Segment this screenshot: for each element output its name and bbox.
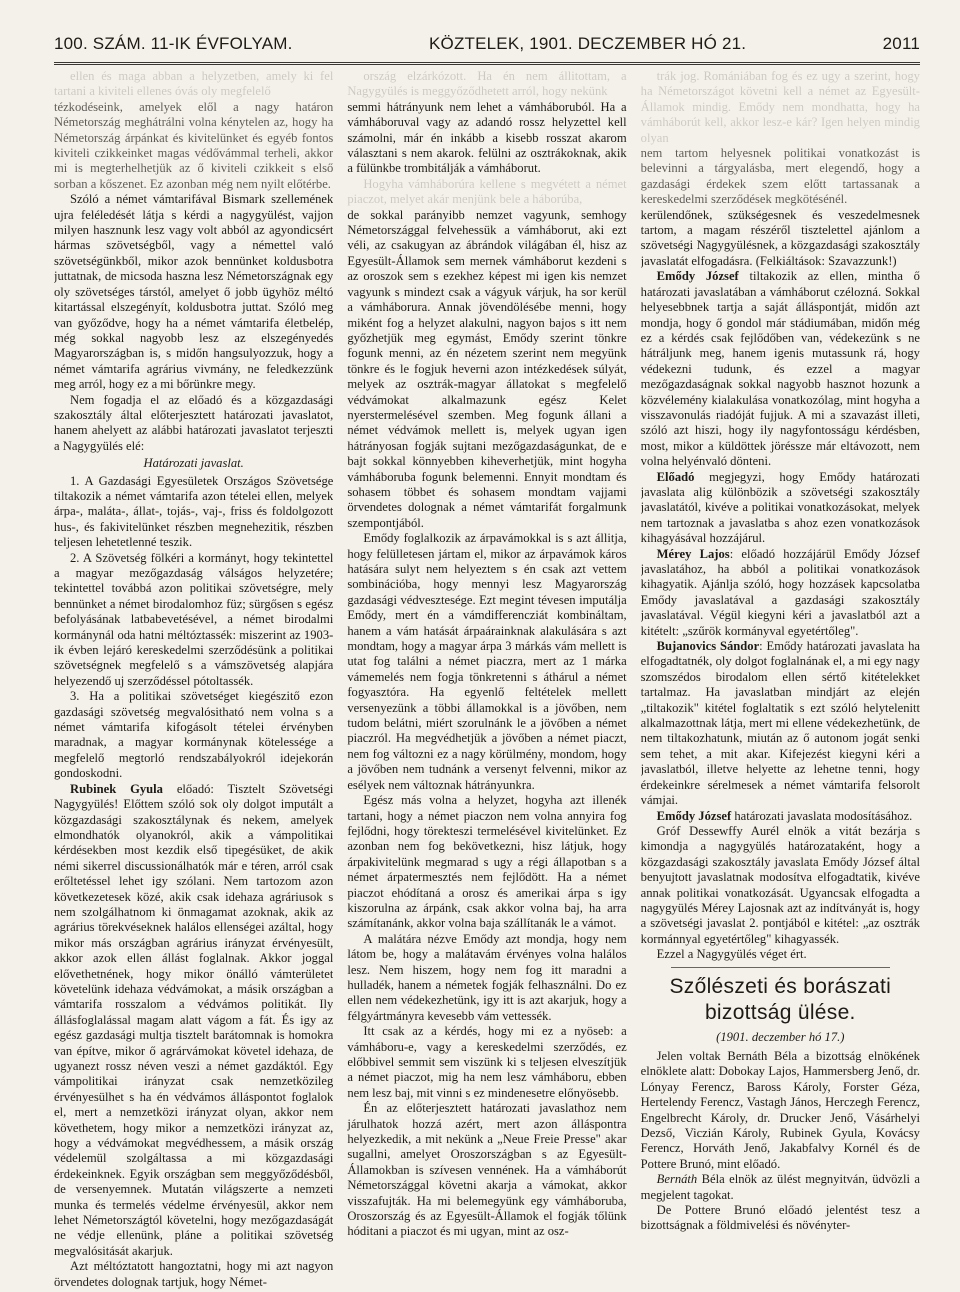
speech: határozati javaslata modosításához. — [734, 808, 913, 823]
paragraph — [641, 470, 920, 547]
paragraph: Emődy foglalkozik az árpavámokkal is s azt állitja, hogy felülletesen jártam el, mikor az árpavámok káros hatására sulyt nem helyeztem s én csak azt vettem sombinációba, hogy mennyi lesz Magyarország gazdasági védvesztesége. Ezt megint tévesen imputálja Emődy, mert én a vámdifferencziát kombináltam, hanem a vám hatását árpaárainknak alakulására s azt mondtam, hogy a magyar árpa 3 márkás vám mellett is utat fog találni a német piaczra, mert az 1 márka vámemelés nem fogja tönkretenni s áthárul a német fogyasztóra. Ha egyenlő feltételek mellett versenyezünk a többi államokkal is a jövőben, nem tudom belátni, miért szorulnánk le a jövőben a német piaczról. Ha megvédhetjük a jövőben a német piaczt, nem fog változni ez a nagy körülmény, mondom, hogy a jövőben nem tudnánk a versenyt felvenni, mikor az esélyek nem változnak hátrányunkra. — [347, 531, 627, 792]
faded-text: trák jog. Romániában fog és ez ugy a szerint, hogy ha Németországot követni kell a német az Egyesült-Államok mindig. Emődy nem mondhatta, hogy ha vámháborút kell, akkor lesz-e kár? Igen helyen mindig olyan — [640, 69, 920, 145]
speaker-name: Emődy József — [656, 269, 739, 284]
paragraph: Egész más volna a helyzet, hogyha azt illenék tartani, hogy a német piaczon nem volna annyira fog fejlődni, hogy törekteszi termelésével kivitelünket. Ez azonban nem fog bekövetkezni, hisz látjuk, hogy árpakivitelünk megmarad s ugy a régi állapotban s a német árpatermesztés nem fejlődött. Ha a német piaczot ehódítaná a orosz és amerikai árpa s igy kiszorulna az árpánk, csak akkor volna baj, ha arra számítanánk, akkor volna baja szállítanák le a vámot. — [347, 793, 627, 931]
section-title: Szőlészeti és borászati bizottság ülése. — [669, 974, 892, 1024]
speaker-name: Rubinek Gyula — [70, 781, 163, 796]
paragraph — [641, 1172, 920, 1203]
faded-text: ország elzárkózott. Ha én nem állitottam, a Nagygyülés is meggyőződhetett arról, hogy nekünk — [347, 69, 627, 99]
paragraph: Itt csak az a kérdés, hogy mi ez a nyöseb: a vámháboru-e, vagy a kereskedelmi szerződés, ez előbbivel semmit sem viszünk ki s teljesen elveszítjük a német piaczot, mig ha nem lesz vámháboru, ebben nem lesz baj, mit vinni s ez mindenesetre előnyösebb. — [347, 1024, 627, 1100]
paragraph: Azt méltóztatott hangoztatni, hogy mi azt nagyon örvendetes dolognak tartjuk, hogy Német- — [54, 1259, 334, 1289]
speech: előadó: Tisztelt Szövetségi Nagygyülés! Előttem szóló sok oly dolgot imputált a közgazdasági szakosztálynak és nekem, amelyek elmondhatók olyanokról, akik a vámpolitikai kérdésekben most kezdik első tipegésüket, de akik némi sikerrel discussionálhatók már e téren, arról csak erőltetéssel lehet igy szólani. Nem tartozom azon következetesek közé, akik csak idehaza agráriusok s nem szolgálhatnom ki önmagamat azoknak, akik az agrárius törekvéseknek halálos ellenségei azáltal, hogy mikor más országban agrárius irányzat érvényesült, akkor azok ellen állást foglalnak. Akkor joggal elővethetnének, hogy mikor önálló vámterületet követelünk idehaza védvámokat, a másik országban a vámtarifa rosszalom a védvámos politikát. Ily állásfoglalással magam alatt vágom a fát. És igy az egész gazdasági multja tisztelt barátomnak is homokra van építve, mikor ő agrárvámokat követel idehaza, de ugyanezt rossz néven veszi a német gazdáktól. Egy vámpolitikai irányzat csak nemzetközileg érvényesülhet s ha én védvámos álláspontot foglalok el, mert a nemzetközi irányzat olyan, akkor nem követhetem, hogy mikor a nemzetközi irányzat az, hogy a védvámokat megvédhessem, a másik ország védelemül szolgáltassa a mi közgazdasági érdekeinknek. Egyik országban sem meggyőződésből, de versenyemnek. Mutatán világszerte a nemzeti munka és termelés védelme érvényesül, akkor nem lehet Németországtól követelni, hogy mezőgazdaságát ne védje ellenünk, pláne a politikai szövetség megvalósitását akarjuk. — [54, 781, 334, 1258]
paragraph — [641, 824, 920, 947]
section-date: (1901. deczember hó 17.) — [716, 1029, 845, 1044]
paragraph — [641, 809, 920, 824]
text-columns — [54, 69, 920, 1289]
speaker-name: Előadó — [656, 469, 695, 484]
paragraph: kerülendőnek, szükségesnek és veszedelmesnek tartom, a magam részéről tisztelettel ajánlom a szövetségi Nagygyülésnek, a közgazdasági szakosztály javaslatát elfogadásra. (Felkiáltások: Szavazzunk!) — [640, 207, 920, 268]
faded-text: Hogyha vámháborúra kellene s megvétett a német piaczot, melyet akár menjünk bele a háborúba, — [347, 176, 627, 207]
speech: tiltakozik az ellen, mintha ő határozati javaslatában a vámháborut czélozná. Sokkal helyesebbnek tartja a saját álláspontját, midőn azt mondja, hogy ő gondol már stádiumában, midőn még ez a kérdés csak fejlődőben van, védekezünk s ne hátráljunk meg, hanem igenis mutassunk rá, hogy védekezni tudunk, és ezzel a magyar mezőgazdaságnak sokkal nagyobb hasznot hozunk a közvélemény kialakulása vonatkozólag, mint hogyha a visszavonulás riadóját fujjuk. A mi a szavazást illeti, szóló azt hiszi, hogy ily nagyfontosságu kérdésben, most, mikor a küldöttek jöréssze már eltávozott, nem volna helyénvaló dönteni. — [640, 269, 920, 469]
speaker-name: Gróf Dessewffy Aurél — [656, 823, 780, 838]
resolution-heading: Határozati javaslat. — [143, 456, 244, 471]
speech: Béla elnök az ülést megnyitván, üdvözli a megjelent tagokat. — [640, 1172, 920, 1202]
paragraph: A malátára nézve Emődy azt mondja, hogy nem látom be, hogy a malátavám érvényes volna halálos lesz. Nem hiszem, hogy nem fog itt maradni a hulladék, hanem a németek fogják felhasználni. Do ez ellen nem védekezhetünk, igy itt is azt akarjuk, hogy a félgyártmányra kevesebb vám vettessék. — [347, 931, 627, 1023]
paragraph — [641, 269, 920, 469]
paragraph: nem tartom helyesnek politikai vonatkozást is belevinni a tárgyalásba, mert elegendő, hogy a gazdasági érdekek szem előtt tartassanak a kereskedelmi szerződések megkötésénél. — [640, 146, 920, 207]
speech: elnök a vitát bezárja s kimondja a nagygyülés határozataként, hogy a közgazdasági szakosztály javaslata Emődy József által benyujtott javaslatnak modosítva elfogadtatik, kivéve annak politikai vonatkozását. Ugyancsak elfogadta a nagygyülés Mérey Lajosnak azt az indítványát is, hogy a szövetségi javaslat 2. pontjából e kitétel: „az osztrák kormánnyal egyetértőleg" kihagyassék. — [640, 823, 920, 946]
speaker-name: Emődy József — [656, 808, 732, 823]
page-header — [54, 34, 920, 65]
paragraph: semmi hátrányunk nem lehet a vámháboruból. Ha a vámháboruval vagy az adandó rossz helyzettel kell számolni, már én inkább a kisebb rosszat akarom választani s nem akarok. felülni az osztrákoknak, akik a fülünkbe trombitálják a vámháborut. — [347, 99, 627, 176]
faded-text: ellen és maga abban a helyzetben, amely ki fel tartani a kiviteli ellenes óvás oly megfelelő — [54, 69, 334, 99]
speech: : Emődy határozati javaslata ha elfogadtatnék, oly dolgot foglalnának el, a mi egy nagy szomszédos birodalom ellen sértő kitételekket tartalmaz. Ha javaslatban mindjárt az elején „tiltakozik" kitétel foglaltatik s ezt szóló helytelenitt alkalmazottnak látja, mert mi ellene védekezhetünk, de nem tiltakozhatunk, miután az ő autonom jogát senki sem tehet, a mit akar. Kifejezést kiegyni kéri a javaslatból, illetve helyette az lehetne tenni, hogy érdekeinkre sérelmesek a német vámtarifa felsorolt vámjai. — [640, 639, 920, 808]
page-number: 2011 — [882, 34, 920, 53]
issue-info: 100. SZÁM. 11-IK ÉVFOLYAM. — [54, 34, 293, 53]
speaker-name: Bernáth — [656, 1172, 698, 1187]
speech: megjegyzi, hogy Emődy határozati javaslata alig különbözik a szövetségi szakosztály javaslatától, kivéve a politikai vonatkozásokat, melyek nem tartoznak a javaslatba s ahoz ezen vonatkozások kihagyásával hozzájárul. — [640, 469, 920, 546]
paragraph: tézkodéseink, amelyek elől a nagy határon Németország meghátrálni volna kénytelen az, hogy ha Németország árpánkat és kivitelünket és egyéb fontos kiviteli czikkeinket magas védővámmal terheli, akkor mi is megterhelhetjük az ő kiviteli czikkeit s első sorban a kőszenet. Ez azonban még nem nyilt előtérbe. — [54, 99, 334, 191]
paragraph: 3. Ha a politikai szövetséget kiegészitő ezon gazdasági szövetség megvalósitható nem volna s a német vámtarifa kifogásolt tételei érvényben maradnak, a magyar kormánynak kötelessége a megfelelő megtorló rendszabályokról idejekorán gondoskodni. — [54, 689, 334, 781]
speech: : előadó hozzájárül Emődy József javaslatához, ha abból a politikai vonatkozások kihagyatik. Ajánlja szóló, hogy hozzásek kapcsolatba Emődy javaslatával a gazdasági szakosztály javaslatával. Végül kiegyni kéri a javaslatból azt a kitételt: „szűrök kormányval egyetértőleg". — [640, 546, 920, 638]
paragraph: 2. A Szövetség fölkéri a kormányt, hogy tekintettel a magyar mezőgazdaság válságos helyzetére; tekintettel továbbá azon politikai szövetségre, mely bennünket a német birodalomhoz füz; sürgősen s egész befolyásának latbabevetésével, a német birodalmi kormánynál oda hatni méltóztassék: miszerint az 1903-ik évben lejáró kereskedelmi szerződésünk a politikai szövetségnek megfelelő s a vámszövetség alapjára helyezendő uj szerződéssel pótoltassék. — [54, 550, 334, 688]
paragraph: Jelen voltak Bernáth Béla a bizottság elnökének elnöklete alatt: Dobokay Lajos, Hammersberg Jenő, dr. Lónyay Ferencz, Baross Károly, Forster Géza, Hertelendy Ferencz, Vastagh János, Herczegh Ferencz, Engelbrecht Károly, dr. Drucker Jenő, Vásárhelyi Dezső, Viczián Károly, Rubinek Gyula, Kovácsy Ferencz, Horváth Jenő, Jakabfalvy Kornél és de Pottere Brunó, mint előadó. — [640, 1048, 920, 1171]
paragraph: Nem fogadja el az előadó és a közgazdasági szakosztály által előterjesztett határozati javaslatot, hanem ahelyett az alábbi határozati javaslatot terjeszti a Nagygyülés elé: — [54, 392, 334, 453]
divider — [671, 967, 890, 968]
paragraph — [641, 547, 920, 639]
paragraph: Szóló a német vámtarifával Bismark szellemének ujra feléledését látja s kérdi a nagygyülést, vajjon milyen hasznunk lesz vagy volt abból az agyondicsért hármas szövetségből, vagy a némettel való szövetségünkből, mikor azok bennünket koldusbotra juttatnak, de micsoda haszna lesz Németországnak egy oly szövetséges társtól, amelyet ő jobb ügyhöz méltó kitartással elszegényít, koldusbotra juttat. Szóló meg van győződve, hogy ha a német vámtarifa életbelép, még sokkal nagyobb lesz az elszegényedés Magyarországban is, s midőn hangsulyozzuk, hogy a német vámtarifa agrárius vivmány, ne feledkezzünk meg arról, hogy ez a mi bőrünkre megy. — [54, 192, 334, 392]
paragraph: De Pottere Brunó előadó jelentést tesz a bizottságnak a földmivelési és növényter- — [640, 1203, 920, 1233]
speaker-name: Mérey Lajos — [656, 546, 730, 561]
paragraph: de sokkal parányibb nemzet vagyunk, semhogy Németországgal felvehessük a vámháborut, aki ezt véli, az csakugyan az ábrándok világában él, hisz az Egyesült-Államok sem mernek vámháborut kezdeni s az oroszok sem s ezekhez képest mi igen kis nemzet vagyunk s mindezt csak a vágyuk várjuk, ha sor kerül a vámháborura. Annak jövendölésébe menni, hogy miként fog a helyzet alakulni, nagyon bajos s itt nem győzhetjük meg egymást, Emődy szerint tönkre fogunk menni, az én nézetem szerint nem megyünk tönkre és le fogjuk heverni azon intézkedések súlyát, melyek az osztrák-magyar állatokat s megfelelő védvámokat alkalmazunk egész Kelet nyerstermelésével szemben. Meg fogunk állani a német védvámok mellett is, melyek ugyan igen hátrányosan fogják sujtani mezőgazdaságunkat, de e bajt sokkal könnyebben kiheverhetjük, mint hogyha vámháboruba fogunk belemenni. Ennyit mondtam és sohasem többet és sohasem mondtam vajjami örvendetes dolognak a német vámtarifát forgalmunk szempontjából. — [347, 207, 627, 530]
speaker-name: Bujanovics Sándor — [656, 639, 760, 654]
paragraph: 1. A Gazdasági Egyesületek Országos Szövetsége tiltakozik a német vámtarifa azon tételei ellen, melyek árpa-, maláta-, állat-, tojás-, vaj-, friss és foldolgozott hus-, és fakivitelünket részben megnehezitik, részben teljesen lehetetlenné teszik. — [54, 473, 334, 550]
paragraph — [54, 782, 333, 1260]
closing-line: Ezzel a Nagygyülés véget ért. — [656, 947, 807, 962]
column-2 — [347, 69, 626, 1289]
dateline: KÖZTELEK, 1901. DECZEMBER HÓ 21. — [428, 34, 747, 53]
paragraph — [641, 639, 920, 808]
paragraph: Én az előterjesztett határozati javaslathoz nem járulhatok hozzá azért, mert azon álláspontra helyezkedik, a mit nekünk a „Neue Freie Presse" akar sugallni, amelyet Oroszországban s az Egyesült-Államokban is szívesen vennének. Ha a vámháborút Németországgal követni akarja a vámokat, akkor visszafujták. Ha mi belemegyünk egy vámháboruba, Oroszország és az Egyesült-Államok el fogják tőlünk hóditani a piaczot és mi ugyan, mint az osz- — [347, 1101, 627, 1239]
column-1 — [54, 69, 333, 1289]
column-3 — [641, 69, 920, 1289]
